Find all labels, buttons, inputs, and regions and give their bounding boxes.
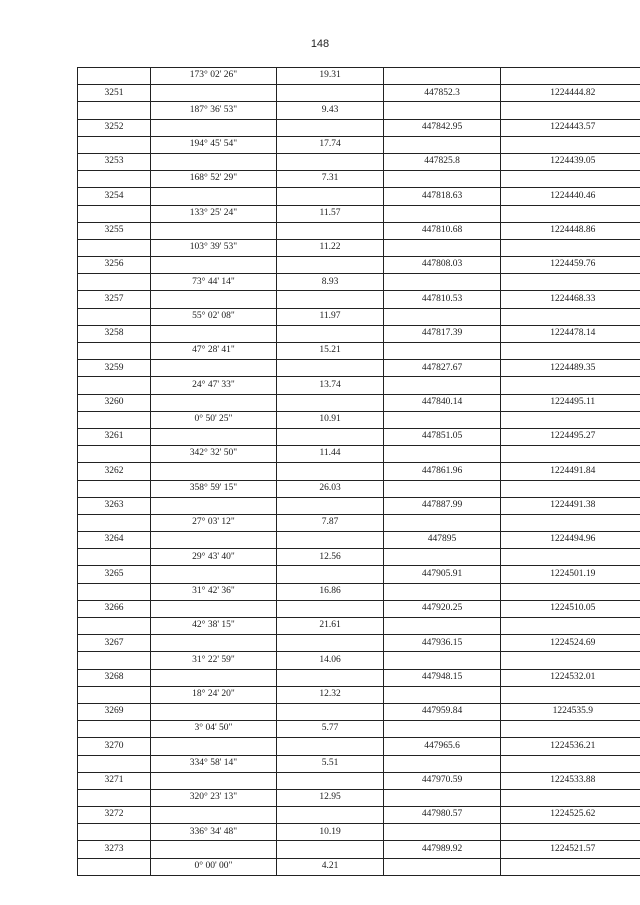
table-row bbox=[78, 343, 640, 360]
point-number-cell: 3262 bbox=[78, 463, 151, 480]
direction-angle-cell bbox=[151, 119, 277, 136]
table-row bbox=[78, 669, 640, 686]
table-row bbox=[78, 721, 640, 738]
distance-cell: 19.31 bbox=[277, 68, 384, 85]
distance-cell: 13.74 bbox=[277, 377, 384, 394]
distance-cell bbox=[277, 841, 384, 858]
table-row bbox=[78, 308, 640, 325]
y-coordinate-cell bbox=[501, 446, 640, 463]
point-number-cell: 3273 bbox=[78, 841, 151, 858]
table-row bbox=[78, 514, 640, 531]
y-coordinate-cell bbox=[501, 68, 640, 85]
point-number-cell bbox=[78, 274, 151, 291]
x-coordinate-cell bbox=[384, 858, 501, 875]
x-coordinate-cell: 447989.92 bbox=[384, 841, 501, 858]
x-coordinate-cell: 447810.53 bbox=[384, 291, 501, 308]
table-row bbox=[78, 257, 640, 274]
x-coordinate-cell bbox=[384, 411, 501, 428]
point-number-cell: 3271 bbox=[78, 772, 151, 789]
point-number-cell bbox=[78, 68, 151, 85]
y-coordinate-cell bbox=[501, 274, 640, 291]
x-coordinate-cell bbox=[384, 789, 501, 806]
distance-cell bbox=[277, 394, 384, 411]
y-coordinate-cell bbox=[501, 377, 640, 394]
x-coordinate-cell: 447959.84 bbox=[384, 703, 501, 720]
y-coordinate-cell bbox=[501, 824, 640, 841]
direction-angle-cell bbox=[151, 257, 277, 274]
point-number-cell bbox=[78, 583, 151, 600]
distance-cell bbox=[277, 257, 384, 274]
distance-cell bbox=[277, 188, 384, 205]
y-coordinate-cell: 1224489.35 bbox=[501, 360, 640, 377]
y-coordinate-cell bbox=[501, 205, 640, 222]
point-number-cell: 3267 bbox=[78, 635, 151, 652]
distance-cell bbox=[277, 669, 384, 686]
distance-cell bbox=[277, 566, 384, 583]
x-coordinate-cell bbox=[384, 68, 501, 85]
point-number-cell: 3270 bbox=[78, 738, 151, 755]
distance-cell: 8.93 bbox=[277, 274, 384, 291]
y-coordinate-cell: 1224448.86 bbox=[501, 222, 640, 239]
table-row bbox=[78, 789, 640, 806]
distance-cell bbox=[277, 772, 384, 789]
x-coordinate-cell: 447948.15 bbox=[384, 669, 501, 686]
point-number-cell bbox=[78, 308, 151, 325]
distance-cell: 26.03 bbox=[277, 480, 384, 497]
distance-cell: 21.61 bbox=[277, 618, 384, 635]
table-row bbox=[78, 549, 640, 566]
table-row bbox=[78, 85, 640, 102]
y-coordinate-cell: 1224468.33 bbox=[501, 291, 640, 308]
point-number-cell: 3263 bbox=[78, 497, 151, 514]
table-row bbox=[78, 600, 640, 617]
table-row bbox=[78, 858, 640, 875]
point-number-cell bbox=[78, 721, 151, 738]
point-number-cell: 3261 bbox=[78, 428, 151, 445]
direction-angle-cell: 73° 44' 14" bbox=[151, 274, 277, 291]
distance-cell: 5.51 bbox=[277, 755, 384, 772]
point-number-cell: 3272 bbox=[78, 807, 151, 824]
distance-cell: 12.56 bbox=[277, 549, 384, 566]
x-coordinate-cell bbox=[384, 618, 501, 635]
y-coordinate-cell: 1224524.69 bbox=[501, 635, 640, 652]
distance-cell bbox=[277, 807, 384, 824]
y-coordinate-cell bbox=[501, 618, 640, 635]
direction-angle-cell: 336° 34' 48" bbox=[151, 824, 277, 841]
distance-cell bbox=[277, 85, 384, 102]
distance-cell: 7.87 bbox=[277, 514, 384, 531]
x-coordinate-cell bbox=[384, 205, 501, 222]
point-number-cell bbox=[78, 205, 151, 222]
table-row bbox=[78, 532, 640, 549]
table-row bbox=[78, 652, 640, 669]
y-coordinate-cell bbox=[501, 102, 640, 119]
point-number-cell bbox=[78, 377, 151, 394]
direction-angle-cell: 320° 23' 13" bbox=[151, 789, 277, 806]
distance-cell bbox=[277, 463, 384, 480]
distance-cell bbox=[277, 291, 384, 308]
table-row bbox=[78, 463, 640, 480]
y-coordinate-cell bbox=[501, 514, 640, 531]
distance-cell bbox=[277, 532, 384, 549]
table-row bbox=[78, 188, 640, 205]
direction-angle-cell: 55° 02' 08" bbox=[151, 308, 277, 325]
table-row bbox=[78, 618, 640, 635]
point-number-cell bbox=[78, 618, 151, 635]
coordinate-table bbox=[77, 67, 640, 876]
point-number-cell bbox=[78, 858, 151, 875]
point-number-cell: 3254 bbox=[78, 188, 151, 205]
table-row bbox=[78, 480, 640, 497]
point-number-cell: 3269 bbox=[78, 703, 151, 720]
y-coordinate-cell bbox=[501, 343, 640, 360]
direction-angle-cell: 0° 50' 25" bbox=[151, 411, 277, 428]
distance-cell bbox=[277, 738, 384, 755]
x-coordinate-cell: 447887.99 bbox=[384, 497, 501, 514]
point-number-cell bbox=[78, 789, 151, 806]
distance-cell bbox=[277, 153, 384, 170]
table-row bbox=[78, 377, 640, 394]
x-coordinate-cell bbox=[384, 686, 501, 703]
y-coordinate-cell: 1224491.84 bbox=[501, 463, 640, 480]
direction-angle-cell: 47° 28' 41" bbox=[151, 343, 277, 360]
table-row bbox=[78, 325, 640, 342]
point-number-cell bbox=[78, 686, 151, 703]
x-coordinate-cell bbox=[384, 274, 501, 291]
y-coordinate-cell: 1224521.57 bbox=[501, 841, 640, 858]
point-number-cell bbox=[78, 652, 151, 669]
direction-angle-cell bbox=[151, 153, 277, 170]
x-coordinate-cell: 447825.8 bbox=[384, 153, 501, 170]
point-number-cell: 3255 bbox=[78, 222, 151, 239]
x-coordinate-cell: 447810.68 bbox=[384, 222, 501, 239]
table-row bbox=[78, 703, 640, 720]
direction-angle-cell bbox=[151, 635, 277, 652]
distance-cell: 11.22 bbox=[277, 239, 384, 256]
x-coordinate-cell: 447905.91 bbox=[384, 566, 501, 583]
table-row bbox=[78, 171, 640, 188]
x-coordinate-cell bbox=[384, 102, 501, 119]
direction-angle-cell bbox=[151, 600, 277, 617]
point-number-cell bbox=[78, 411, 151, 428]
table-row bbox=[78, 136, 640, 153]
distance-cell: 5.77 bbox=[277, 721, 384, 738]
direction-angle-cell: 29° 43' 40" bbox=[151, 549, 277, 566]
y-coordinate-cell: 1224536.21 bbox=[501, 738, 640, 755]
x-coordinate-cell bbox=[384, 136, 501, 153]
x-coordinate-cell: 447965.6 bbox=[384, 738, 501, 755]
direction-angle-cell: 3° 04' 50" bbox=[151, 721, 277, 738]
x-coordinate-cell: 447818.63 bbox=[384, 188, 501, 205]
table-row bbox=[78, 274, 640, 291]
direction-angle-cell: 334° 58' 14" bbox=[151, 755, 277, 772]
table-row bbox=[78, 360, 640, 377]
distance-cell: 11.44 bbox=[277, 446, 384, 463]
table-row bbox=[78, 291, 640, 308]
table-row bbox=[78, 68, 640, 85]
distance-cell: 12.32 bbox=[277, 686, 384, 703]
x-coordinate-cell bbox=[384, 721, 501, 738]
table-row bbox=[78, 807, 640, 824]
y-coordinate-cell bbox=[501, 308, 640, 325]
y-coordinate-cell: 1224491.38 bbox=[501, 497, 640, 514]
direction-angle-cell: 168° 52' 29" bbox=[151, 171, 277, 188]
x-coordinate-cell: 447920.25 bbox=[384, 600, 501, 617]
table-row bbox=[78, 394, 640, 411]
distance-cell: 4.21 bbox=[277, 858, 384, 875]
x-coordinate-cell: 447980.57 bbox=[384, 807, 501, 824]
y-coordinate-cell: 1224478.14 bbox=[501, 325, 640, 342]
distance-cell: 7.31 bbox=[277, 171, 384, 188]
point-number-cell: 3259 bbox=[78, 360, 151, 377]
y-coordinate-cell: 1224439.05 bbox=[501, 153, 640, 170]
x-coordinate-cell: 447840.14 bbox=[384, 394, 501, 411]
y-coordinate-cell: 1224494.96 bbox=[501, 532, 640, 549]
y-coordinate-cell: 1224459.76 bbox=[501, 257, 640, 274]
x-coordinate-cell bbox=[384, 343, 501, 360]
direction-angle-cell: 194° 45' 54" bbox=[151, 136, 277, 153]
y-coordinate-cell bbox=[501, 239, 640, 256]
distance-cell: 17.74 bbox=[277, 136, 384, 153]
direction-angle-cell bbox=[151, 532, 277, 549]
direction-angle-cell bbox=[151, 222, 277, 239]
point-number-cell: 3256 bbox=[78, 257, 151, 274]
x-coordinate-cell: 447842.95 bbox=[384, 119, 501, 136]
table-row bbox=[78, 205, 640, 222]
x-coordinate-cell bbox=[384, 171, 501, 188]
distance-cell bbox=[277, 360, 384, 377]
y-coordinate-cell: 1224532.01 bbox=[501, 669, 640, 686]
distance-cell bbox=[277, 635, 384, 652]
point-number-cell bbox=[78, 102, 151, 119]
y-coordinate-cell bbox=[501, 721, 640, 738]
distance-cell: 10.91 bbox=[277, 411, 384, 428]
direction-angle-cell bbox=[151, 807, 277, 824]
distance-cell: 11.57 bbox=[277, 205, 384, 222]
x-coordinate-cell bbox=[384, 824, 501, 841]
point-number-cell bbox=[78, 171, 151, 188]
direction-angle-cell: 103° 39' 53" bbox=[151, 239, 277, 256]
point-number-cell bbox=[78, 755, 151, 772]
y-coordinate-cell bbox=[501, 136, 640, 153]
distance-cell: 11.97 bbox=[277, 308, 384, 325]
direction-angle-cell: 31° 42' 36" bbox=[151, 583, 277, 600]
x-coordinate-cell: 447936.15 bbox=[384, 635, 501, 652]
direction-angle-cell: 31° 22' 59" bbox=[151, 652, 277, 669]
y-coordinate-cell bbox=[501, 652, 640, 669]
x-coordinate-cell: 447852.3 bbox=[384, 85, 501, 102]
y-coordinate-cell bbox=[501, 549, 640, 566]
table-row bbox=[78, 841, 640, 858]
y-coordinate-cell: 1224495.27 bbox=[501, 428, 640, 445]
y-coordinate-cell: 1224533.88 bbox=[501, 772, 640, 789]
distance-cell bbox=[277, 703, 384, 720]
distance-cell: 16.86 bbox=[277, 583, 384, 600]
distance-cell bbox=[277, 119, 384, 136]
direction-angle-cell bbox=[151, 291, 277, 308]
point-number-cell: 3266 bbox=[78, 600, 151, 617]
direction-angle-cell bbox=[151, 394, 277, 411]
y-coordinate-cell: 1224510.05 bbox=[501, 600, 640, 617]
y-coordinate-cell: 1224535.9 bbox=[501, 703, 640, 720]
point-number-cell: 3257 bbox=[78, 291, 151, 308]
direction-angle-cell: 27° 03' 12" bbox=[151, 514, 277, 531]
distance-cell: 9.43 bbox=[277, 102, 384, 119]
table-row bbox=[78, 153, 640, 170]
distance-cell bbox=[277, 222, 384, 239]
direction-angle-cell bbox=[151, 738, 277, 755]
table-row bbox=[78, 824, 640, 841]
point-number-cell bbox=[78, 514, 151, 531]
point-number-cell bbox=[78, 480, 151, 497]
point-number-cell: 3265 bbox=[78, 566, 151, 583]
point-number-cell: 3264 bbox=[78, 532, 151, 549]
direction-angle-cell bbox=[151, 497, 277, 514]
distance-cell: 15.21 bbox=[277, 343, 384, 360]
table-row bbox=[78, 772, 640, 789]
table-row bbox=[78, 583, 640, 600]
y-coordinate-cell bbox=[501, 686, 640, 703]
x-coordinate-cell bbox=[384, 549, 501, 566]
point-number-cell: 3251 bbox=[78, 85, 151, 102]
direction-angle-cell bbox=[151, 772, 277, 789]
distance-cell: 14.06 bbox=[277, 652, 384, 669]
table-row bbox=[78, 411, 640, 428]
table-row bbox=[78, 755, 640, 772]
x-coordinate-cell: 447808.03 bbox=[384, 257, 501, 274]
direction-angle-cell: 358° 59' 15" bbox=[151, 480, 277, 497]
point-number-cell: 3260 bbox=[78, 394, 151, 411]
table-row bbox=[78, 635, 640, 652]
direction-angle-cell: 18° 24' 20" bbox=[151, 686, 277, 703]
y-coordinate-cell bbox=[501, 858, 640, 875]
direction-angle-cell bbox=[151, 566, 277, 583]
distance-cell bbox=[277, 497, 384, 514]
point-number-cell bbox=[78, 239, 151, 256]
direction-angle-cell bbox=[151, 841, 277, 858]
direction-angle-cell: 342° 32' 50" bbox=[151, 446, 277, 463]
coordinate-table-container bbox=[77, 67, 640, 876]
direction-angle-cell bbox=[151, 325, 277, 342]
y-coordinate-cell bbox=[501, 171, 640, 188]
y-coordinate-cell bbox=[501, 411, 640, 428]
distance-cell bbox=[277, 325, 384, 342]
y-coordinate-cell bbox=[501, 755, 640, 772]
point-number-cell: 3252 bbox=[78, 119, 151, 136]
y-coordinate-cell bbox=[501, 480, 640, 497]
y-coordinate-cell: 1224444.82 bbox=[501, 85, 640, 102]
y-coordinate-cell: 1224443.57 bbox=[501, 119, 640, 136]
table-row bbox=[78, 119, 640, 136]
table-row bbox=[78, 102, 640, 119]
point-number-cell bbox=[78, 446, 151, 463]
direction-angle-cell bbox=[151, 703, 277, 720]
y-coordinate-cell: 1224501.19 bbox=[501, 566, 640, 583]
table-row bbox=[78, 428, 640, 445]
x-coordinate-cell bbox=[384, 755, 501, 772]
direction-angle-cell: 173° 02' 26" bbox=[151, 68, 277, 85]
direction-angle-cell bbox=[151, 360, 277, 377]
y-coordinate-cell bbox=[501, 583, 640, 600]
point-number-cell: 3268 bbox=[78, 669, 151, 686]
x-coordinate-cell bbox=[384, 514, 501, 531]
table-row bbox=[78, 222, 640, 239]
x-coordinate-cell bbox=[384, 377, 501, 394]
x-coordinate-cell: 447970.59 bbox=[384, 772, 501, 789]
x-coordinate-cell bbox=[384, 308, 501, 325]
table-row bbox=[78, 738, 640, 755]
table-row bbox=[78, 566, 640, 583]
point-number-cell bbox=[78, 824, 151, 841]
point-number-cell: 3253 bbox=[78, 153, 151, 170]
x-coordinate-cell bbox=[384, 239, 501, 256]
direction-angle-cell bbox=[151, 188, 277, 205]
direction-angle-cell: 24° 47' 33" bbox=[151, 377, 277, 394]
distance-cell: 10.19 bbox=[277, 824, 384, 841]
x-coordinate-cell bbox=[384, 583, 501, 600]
table-row bbox=[78, 239, 640, 256]
x-coordinate-cell: 447827.67 bbox=[384, 360, 501, 377]
x-coordinate-cell: 447895 bbox=[384, 532, 501, 549]
direction-angle-cell bbox=[151, 669, 277, 686]
distance-cell bbox=[277, 428, 384, 445]
y-coordinate-cell: 1224440.46 bbox=[501, 188, 640, 205]
y-coordinate-cell: 1224495.11 bbox=[501, 394, 640, 411]
x-coordinate-cell bbox=[384, 652, 501, 669]
point-number-cell bbox=[78, 136, 151, 153]
direction-angle-cell: 133° 25' 24" bbox=[151, 205, 277, 222]
x-coordinate-cell: 447861.96 bbox=[384, 463, 501, 480]
coordinate-table-body bbox=[78, 68, 640, 876]
distance-cell: 12.95 bbox=[277, 789, 384, 806]
x-coordinate-cell: 447817.39 bbox=[384, 325, 501, 342]
direction-angle-cell: 0° 00' 00" bbox=[151, 858, 277, 875]
point-number-cell bbox=[78, 343, 151, 360]
table-row bbox=[78, 686, 640, 703]
direction-angle-cell bbox=[151, 428, 277, 445]
page-number: 148 bbox=[310, 38, 330, 50]
point-number-cell: 3258 bbox=[78, 325, 151, 342]
point-number-cell bbox=[78, 549, 151, 566]
x-coordinate-cell: 447851.05 bbox=[384, 428, 501, 445]
x-coordinate-cell bbox=[384, 446, 501, 463]
direction-angle-cell bbox=[151, 463, 277, 480]
direction-angle-cell: 187° 36' 53" bbox=[151, 102, 277, 119]
table-row bbox=[78, 497, 640, 514]
direction-angle-cell bbox=[151, 85, 277, 102]
y-coordinate-cell: 1224525.62 bbox=[501, 807, 640, 824]
y-coordinate-cell bbox=[501, 789, 640, 806]
direction-angle-cell: 42° 38' 15" bbox=[151, 618, 277, 635]
table-row bbox=[78, 446, 640, 463]
x-coordinate-cell bbox=[384, 480, 501, 497]
distance-cell bbox=[277, 600, 384, 617]
